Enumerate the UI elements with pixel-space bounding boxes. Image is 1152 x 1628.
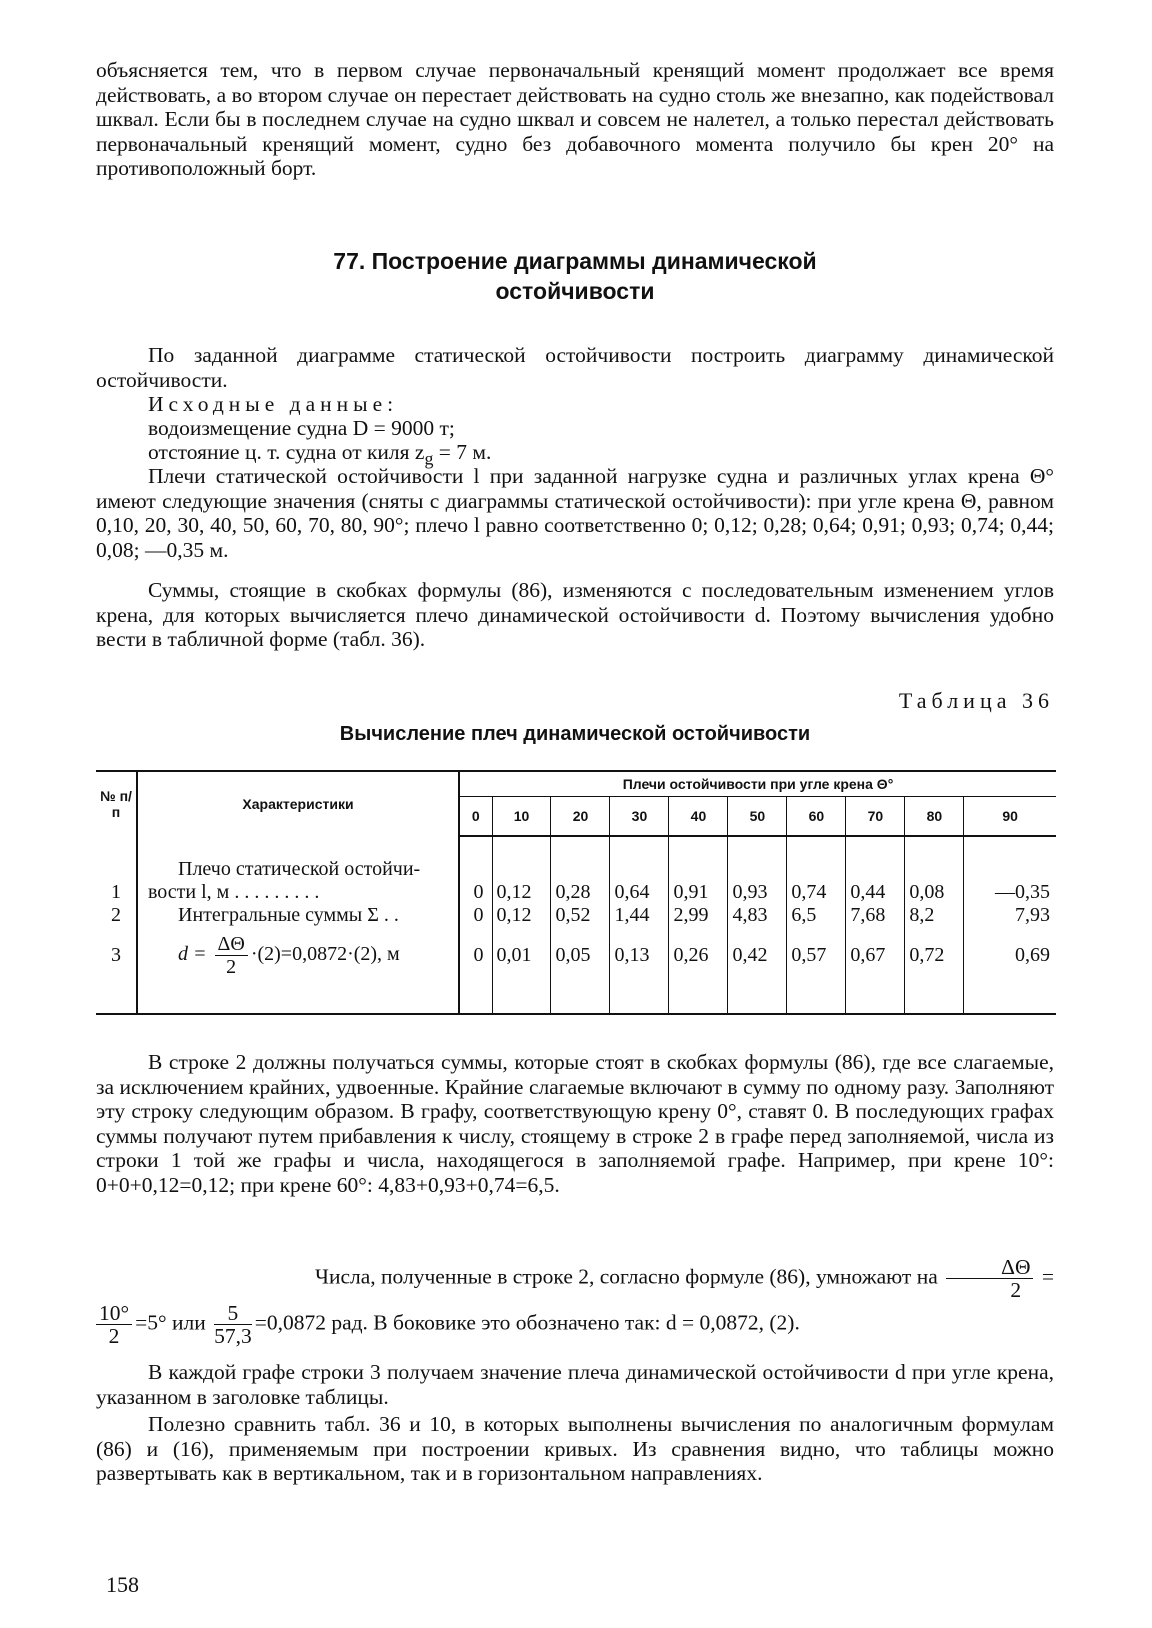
table-cell: 7,68 [846,904,905,927]
table-spacer [728,983,787,1014]
formula-fraction [215,933,248,978]
table-cell: 4,83 [728,904,787,927]
row2-paragraph: В строке 2 должны получаться суммы, которые стоят в скобках формулы (86), где все слагаемые, за исключением крайних, удвоенные. Крайние слагаемые включают в сумму по одному разу. Заполняют эту строку следующим образом. В графу, соответствующую крену 0°, ставят 0. В последующих графах суммы получают путем прибавления к числу, стоящему в строке 2 в графе перед заполняемой, числа из строки 1 той же графы и числа, находящегося в заполняемой графе. Например, при крене 10°: 0+0+0,12=0,12; при крене 60°: 4,83+0,93+0,74=6,5. [96,1050,1054,1197]
table-cell: 0,57 [787,927,846,983]
table-title: Вычисление плеч динамической остойчивости [339,723,811,745]
formula-suffix: ·(2)=0,0872·(2), м [250,942,400,965]
table-spacer [492,983,551,1014]
table-cell: 0,28 [551,836,610,904]
table-cell: 0,08 [905,836,964,904]
angle-header: 90 [964,797,1056,837]
fraction1-numerator: ΔΘ [946,1256,1033,1279]
angle-header: 80 [905,797,964,837]
angle-header: 10 [492,797,551,837]
input-data-heading [96,392,1054,417]
input-data-line2-sub: g [424,448,434,469]
intro-paragraph: объясняется тем, что в первом случае первоначальный кренящий момент продолжает все время действовать, а во втором случае он перестает действовать на судно столь же внезапно, как подействовал шквал. Если бы в последнем случае на судно шквал и совсем не налетел, а только перестал действовать первоначальный кренящий момент, судно без добавочного момента получило бы крен 20° на противоположный борт. [96,58,1054,180]
table-spacer [96,983,137,1014]
multiply-paragraph [96,1250,1054,1348]
table-cell: 0 [459,927,492,983]
fraction3-numerator: 5 [214,1302,252,1325]
formula-prefix: d = [178,942,207,965]
table-spacer [846,983,905,1014]
table-spacer [964,983,1056,1014]
table-spacer [669,983,728,1014]
table-spacer [551,983,610,1014]
table-cell: 0,42 [728,927,787,983]
multiply-mid: =5° или [135,1310,206,1335]
angle-header: 20 [551,797,610,837]
row-label [137,927,459,983]
input-data-line1: водоизмещение судна D = 9000 т; [148,416,455,440]
formula-fraction-denominator: 2 [226,955,237,978]
row-label-line1: Плечо статической остойчи- [178,858,421,880]
row-number-text: 1 [111,881,121,903]
col-header-characteristics: Характеристики [137,771,459,836]
compare-paragraph: Полезно сравнить табл. 36 и 10, в которых выполнены вычисления по аналогичным формулам (86) и (16), применяемым при построении кривых. Из сравнения видно, что таблицы можно развертывать как в вертикальном, так и в горизонтальном направлениях. [96,1412,1054,1485]
row-label [137,904,459,927]
table-cell: 0,12 [492,836,551,904]
page-number: 158 [106,1572,139,1597]
section-title [96,246,1054,306]
table-cell: 0,05 [551,927,610,983]
table-cell: —0,35 [964,836,1056,904]
table-bottom-row [96,983,1056,1014]
row-number: 2 [111,904,121,926]
section-title-line2: остойчивости [495,278,655,304]
row-label-line2: вости l, м . . . . . . . . . [148,881,320,903]
multiply-tail: =0,0872 рад. В боковике это обозначено так: d = 0,0872, (2). [254,1310,800,1335]
fraction1-denominator: 2 [1010,1278,1022,1302]
fraction2-numerator: 10° [96,1302,132,1325]
table-cell: 0,67 [846,927,905,983]
multiply-line1 [96,1256,1054,1301]
col-header-number: № п/п [96,771,137,836]
input-data-line2-end: = 7 м. [433,440,492,464]
col-header-group: Плечи остойчивости при угле крена Θ° [459,771,1056,797]
table-spacer [905,983,964,1014]
table-cell: 8,2 [905,904,964,927]
multiply-fraction1 [946,1256,1033,1301]
table-cell: 0,72 [905,927,964,983]
table-cell: 0,13 [610,927,669,983]
table-spacer [787,983,846,1014]
angle-header: 60 [787,797,846,837]
angle-header: 30 [610,797,669,837]
table-cell: 0,64 [610,836,669,904]
row-label [137,836,459,904]
input-data-label: Исходные данные: [148,392,399,416]
table-spacer [459,983,492,1014]
table-row [96,836,1056,904]
table-cell: 0,69 [964,927,1056,983]
table-cell: 7,93 [964,904,1056,927]
angle-header: 0 [459,797,492,837]
sums-paragraph: Суммы, стоящие в скобках формулы (86), изменяются с последовательным изменением углов крена, для которых вычисляется плечо динамической остойчивости d. Поэтому вычисления удобно вести в табличной форме (табл. 36). [96,578,1054,651]
arms-paragraph: Плечи статической остойчивости l при заданной нагрузке судна и различных углах крена Θ° имеют следующие значения (сняты с диаграммы статической остойчивости): при угле крена Θ, равном 0,10, 20, 30, 40, 50, 60, 70, 80, 90°; плечо l равно соответственно 0; 0,12; 0,28; 0,64; 0,91; 0,93; 0,74; 0,44; 0,08; —0,35 м. [96,464,1054,562]
multiply-fraction3 [214,1302,252,1347]
row-number: 3 [111,943,121,966]
row-number [96,836,137,904]
table-cell: 0 [459,904,492,927]
table-cell: 1,44 [610,904,669,927]
table-cell: 0,91 [669,836,728,904]
table-row [96,904,1056,927]
row-label-formula [148,933,456,978]
table-cell: 0,12 [492,904,551,927]
table-spacer [610,983,669,1014]
row-label-text: Интегральные суммы Σ . . [178,904,399,926]
table-cell: 0 [459,836,492,904]
section-title-line1: 77. Построение диаграммы динамической [333,248,817,274]
formula-fraction-numerator: ΔΘ [215,933,248,956]
table-spacer [137,983,459,1014]
table-label: Таблица 36 [898,688,1054,713]
multiply-fraction2 [96,1302,132,1347]
fraction3-denominator: 57,3 [214,1324,252,1348]
input-data-line2-text: отстояние ц. т. судна от киля z [148,440,425,464]
angle-header: 70 [846,797,905,837]
table-cell: 0,26 [669,927,728,983]
fraction2-denominator: 2 [108,1324,120,1348]
table-cell: 0,01 [492,927,551,983]
multiply-line2 [96,1302,800,1347]
multiply-text: Числа, полученные в строке 2, согласно формуле (86), умножают на [314,1264,938,1289]
table-cell: 0,74 [787,836,846,904]
table-cell: 2,99 [669,904,728,927]
task-paragraph: По заданной диаграмме статической остойчивости построить диаграмму динамической остойчивости. [96,343,1054,392]
angle-header: 40 [669,797,728,837]
table-cell: 6,5 [787,904,846,927]
calculation-table [96,770,1056,1015]
table-row [96,927,1056,983]
angle-header: 50 [728,797,787,837]
table-cell: 0,44 [846,836,905,904]
multiply-equals: = [1041,1264,1054,1289]
table-cell: 0,93 [728,836,787,904]
table-cell: 0,52 [551,904,610,927]
row3-paragraph: В каждой графе строки 3 получаем значение плеча динамической остойчивости d при угле крена, указанном в заголовке таблицы. [96,1360,1054,1409]
